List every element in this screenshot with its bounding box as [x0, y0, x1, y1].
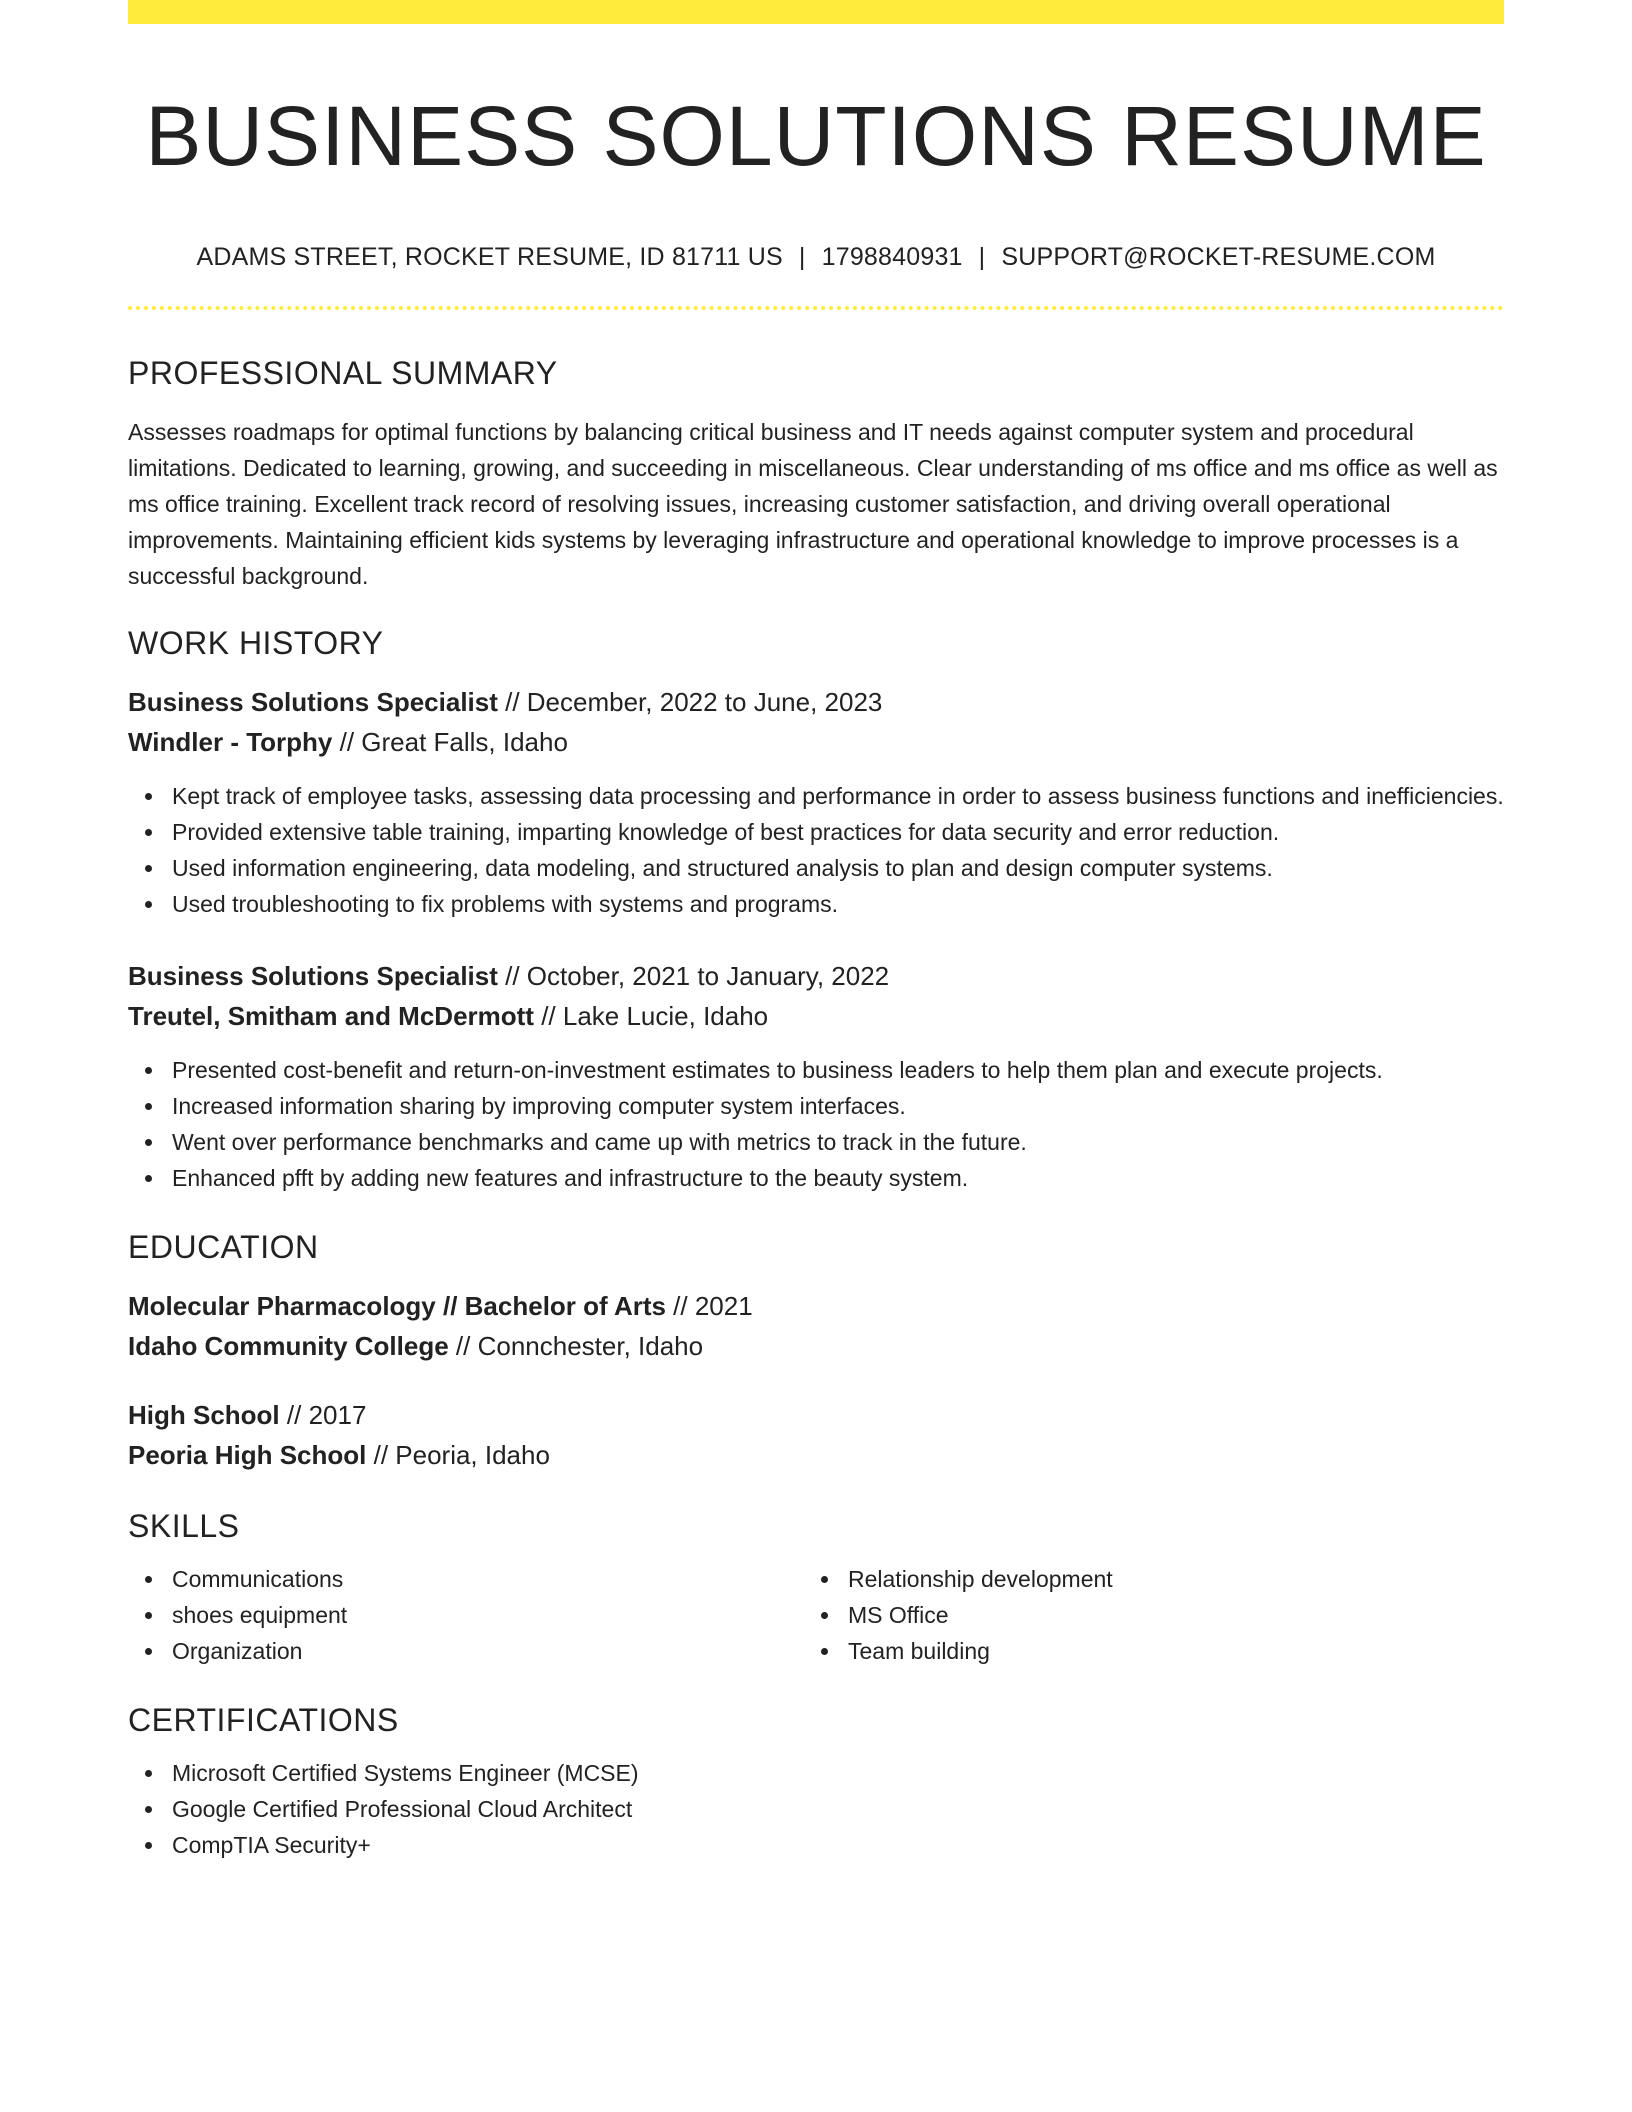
list-item: Kept track of employee tasks, assessing data processing and performance in order to assess business functions and inefficiencies. — [128, 778, 1504, 814]
skill-item: Team building — [804, 1633, 1480, 1669]
list-item: Increased information sharing by improving computer system interfaces. — [128, 1088, 1504, 1124]
contact-separator: | — [798, 243, 806, 271]
list-item: Enhanced pfft by adding new features and infrastructure to the beauty system. — [128, 1160, 1504, 1196]
education-degree-line — [128, 1286, 1504, 1326]
section-title-work-history: WORK HISTORY — [128, 625, 384, 661]
top-accent-bar — [128, 0, 1504, 24]
job-entry — [128, 682, 1504, 922]
list-item: Used information engineering, data modeling, and structured analysis to plan and design computer systems. — [128, 850, 1504, 886]
contact-phone: 1798840931 — [821, 243, 963, 271]
job-company: Treutel, Smitham and McDermott — [128, 1001, 534, 1031]
section-title-certifications: CERTIFICATIONS — [128, 1702, 399, 1738]
dotted-divider — [128, 306, 1504, 310]
education-location: // Connchester, Idaho — [448, 1331, 704, 1361]
education-degree: Molecular Pharmacology // Bachelor of Arts — [128, 1291, 666, 1321]
education-school: Peoria High School — [128, 1440, 367, 1470]
job-bullets — [128, 778, 1504, 922]
job-location: // Lake Lucie, Idaho — [533, 1001, 769, 1031]
skill-item: Organization — [128, 1633, 804, 1669]
education-school: Idaho Community College — [128, 1331, 449, 1361]
education-school-line — [128, 1435, 1504, 1475]
contact-separator: | — [978, 243, 986, 271]
list-item: Provided extensive table training, imparting knowledge of best practices for data security and error reduction. — [128, 814, 1504, 850]
resume-page — [128, 0, 1504, 1863]
education-school-line — [128, 1326, 1504, 1366]
certification-item: Microsoft Certified Systems Engineer (MCSE) — [128, 1755, 1504, 1791]
skill-item: MS Office — [804, 1597, 1480, 1633]
education-entry — [128, 1395, 1504, 1475]
contact-line — [128, 242, 1504, 272]
skill-item: Communications — [128, 1561, 804, 1597]
resume-title: BUSINESS SOLUTIONS RESUME — [145, 89, 1487, 183]
job-entry — [128, 956, 1504, 1196]
list-item: Used troubleshooting to fix problems with systems and programs. — [128, 886, 1504, 922]
job-bullets — [128, 1052, 1504, 1196]
job-role-line — [128, 682, 1504, 722]
contact-email: SUPPORT@ROCKET-RESUME.COM — [1001, 243, 1436, 271]
job-role: Business Solutions Specialist — [128, 687, 498, 717]
education-year: // 2017 — [279, 1400, 367, 1430]
education-entry — [128, 1286, 1504, 1366]
job-company-line — [128, 996, 1504, 1036]
job-role: Business Solutions Specialist — [128, 961, 498, 991]
education-degree: High School — [128, 1400, 280, 1430]
list-item: Presented cost-benefit and return-on-investment estimates to business leaders to help them plan and execute projects. — [128, 1052, 1504, 1088]
contact-address: ADAMS STREET, ROCKET RESUME, ID 81711 US — [196, 243, 783, 271]
skills-column-left — [128, 1561, 804, 1669]
skills-column-right — [804, 1561, 1480, 1669]
job-location: // Great Falls, Idaho — [332, 727, 568, 757]
job-role-line — [128, 956, 1504, 996]
education-year: // 2021 — [665, 1291, 753, 1321]
skills-grid — [128, 1561, 1504, 1669]
skill-item: shoes equipment — [128, 1597, 804, 1633]
skill-item: Relationship development — [804, 1561, 1480, 1597]
certification-item: CompTIA Security+ — [128, 1827, 1504, 1863]
section-title-skills: SKILLS — [128, 1508, 240, 1544]
job-company-line — [128, 722, 1504, 762]
list-item: Went over performance benchmarks and came up with metrics to track in the future. — [128, 1124, 1504, 1160]
section-title-summary: PROFESSIONAL SUMMARY — [128, 355, 558, 391]
certifications-list — [128, 1755, 1504, 1863]
summary-paragraph: Assesses roadmaps for optimal functions by balancing critical business and IT needs against computer system and procedural limitations. Dedicated to learning, growing, and succeeding in miscellaneous. Clear understanding of ms office and ms office as well as ms office training. Excellent track record of resolving issues, increasing customer satisfaction, and driving overall operational improvements. Maintaining efficient kids systems by leveraging infrastructure and operational knowledge to improve processes is a successful background. — [128, 419, 1498, 589]
education-location: // Peoria, Idaho — [366, 1440, 550, 1470]
job-company: Windler - Torphy — [128, 727, 333, 757]
section-title-education: EDUCATION — [128, 1229, 319, 1265]
education-degree-line — [128, 1395, 1504, 1435]
job-dates: // October, 2021 to January, 2022 — [497, 961, 890, 991]
job-dates: // December, 2022 to June, 2023 — [497, 687, 883, 717]
certification-item: Google Certified Professional Cloud Architect — [128, 1791, 1504, 1827]
